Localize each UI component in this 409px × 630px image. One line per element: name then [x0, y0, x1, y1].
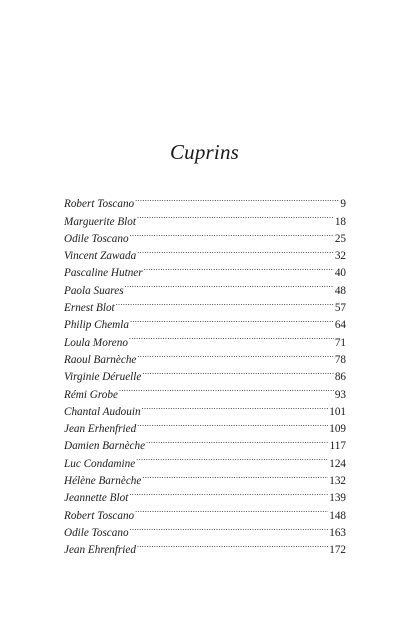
- toc-entry-name: Ernest Blot: [64, 302, 115, 315]
- toc-entry-page: 163: [329, 526, 346, 539]
- toc-entry-page: 86: [334, 371, 346, 384]
- toc-entry-name: Jean Erhenfried: [64, 423, 137, 436]
- dot-leader: [137, 536, 328, 553]
- dot-leader: [144, 259, 334, 276]
- toc-entry-page: 71: [334, 336, 346, 349]
- toc-entry-name: Paola Suares: [64, 284, 124, 297]
- toc-entry: [64, 190, 346, 211]
- toc-entry-name: Robert Toscano: [64, 198, 135, 211]
- toc-entry-name: Damien Barnèche: [64, 440, 146, 453]
- toc-entry-page: 93: [334, 388, 346, 401]
- toc-entry-name: Philip Chemla: [64, 319, 129, 332]
- toc-entry-name: Odile Toscano: [64, 526, 129, 539]
- toc-entry-page: 48: [334, 284, 346, 297]
- dot-leader: [130, 225, 334, 242]
- toc-entry-page: 124: [329, 457, 346, 470]
- toc-entry-page: 101: [329, 405, 346, 418]
- dot-leader: [125, 276, 334, 293]
- toc-entry-page: 172: [329, 544, 346, 557]
- toc-entry-page: 40: [334, 267, 346, 280]
- dot-leader: [135, 501, 328, 518]
- dot-leader: [119, 380, 334, 397]
- dot-leader: [137, 346, 333, 363]
- dot-leader: [129, 328, 334, 345]
- dot-leader: [129, 484, 328, 501]
- dot-leader: [142, 398, 329, 415]
- dot-leader: [137, 415, 328, 432]
- toc-entry-name: Jeannette Blot: [64, 492, 129, 505]
- dot-leader: [142, 363, 333, 380]
- toc-entry-name: Marguerite Blot: [64, 215, 136, 228]
- toc-entry-name: Pascaline Hutner: [64, 267, 143, 280]
- toc-entry-page: 148: [329, 509, 346, 522]
- dot-leader: [137, 242, 334, 259]
- toc-entry-name: Jean Ehrenfried: [64, 544, 136, 557]
- page-title: Cuprins: [169, 140, 240, 164]
- toc-entry-page: 139: [329, 492, 346, 505]
- dot-leader: [142, 467, 328, 484]
- toc-entry-page: 9: [340, 198, 346, 211]
- dot-leader: [116, 294, 334, 311]
- toc-entry-name: Loula Moreno: [64, 336, 128, 349]
- toc-entry-page: 132: [329, 475, 346, 488]
- toc-entry-name: Virginie Déruelle: [64, 371, 142, 384]
- toc-entry-page: 78: [334, 353, 346, 366]
- toc-entry-name: Hélène Barnèche: [64, 475, 142, 488]
- dot-leader: [130, 311, 334, 328]
- toc-entry-page: 32: [334, 250, 346, 263]
- table-of-contents: [64, 190, 346, 557]
- dot-leader: [135, 190, 339, 207]
- toc-entry-name: Luc Condamine: [64, 457, 136, 470]
- dot-leader: [146, 432, 329, 449]
- toc-entry-name: Robert Toscano: [64, 509, 135, 522]
- toc-entry-page: 57: [334, 302, 346, 315]
- toc-entry-page: 117: [329, 440, 346, 453]
- toc-entry-name: Vincent Zawada: [64, 250, 137, 263]
- toc-entry-name: Chantal Audouin: [64, 405, 141, 418]
- toc-entry-name: Raoul Barnèche: [64, 353, 137, 366]
- toc-entry-name: Odile Toscano: [64, 232, 129, 245]
- toc-entry-page: 109: [329, 423, 346, 436]
- toc-entry-page: 64: [334, 319, 346, 332]
- toc-entry-name: Rémi Grobe: [64, 388, 118, 401]
- toc-entry-page: 18: [334, 215, 346, 228]
- toc-entry-page: 25: [334, 232, 346, 245]
- dot-leader: [136, 449, 328, 466]
- dot-leader: [137, 207, 334, 224]
- dot-leader: [130, 519, 329, 536]
